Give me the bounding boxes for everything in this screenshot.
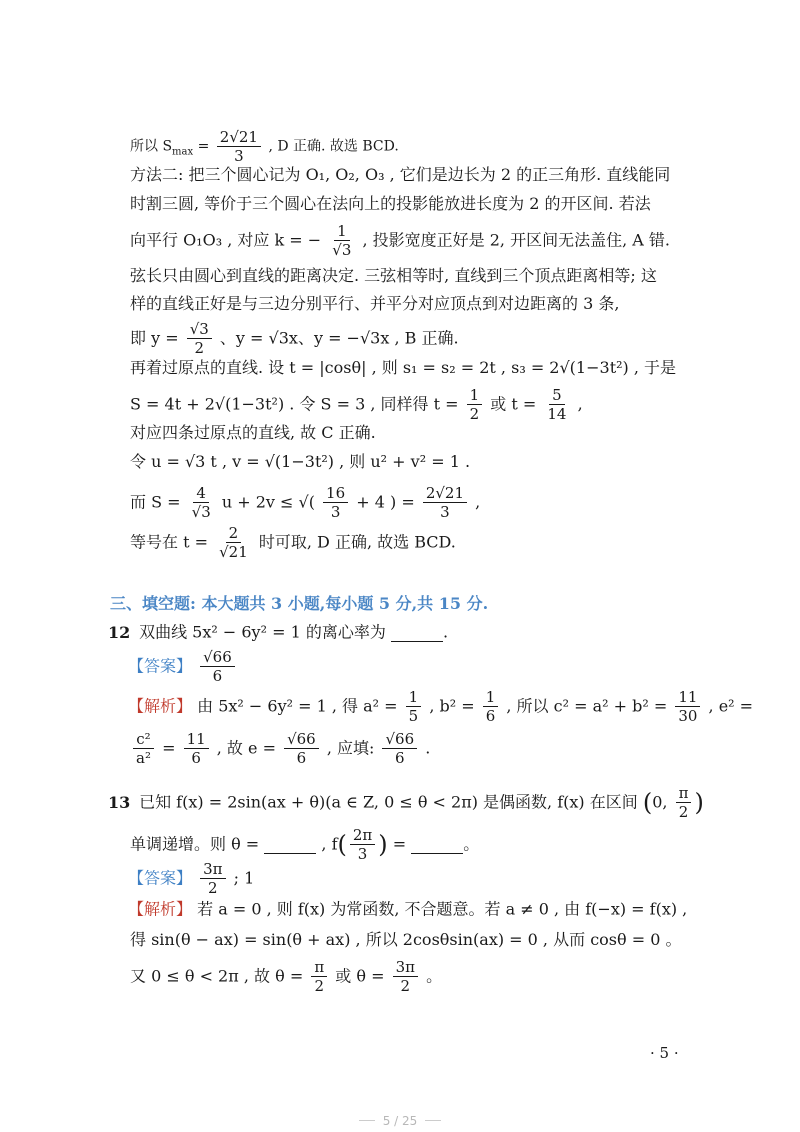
footer-dash-left: [359, 1120, 375, 1121]
denominator: 6: [212, 667, 223, 685]
denominator: 14: [547, 405, 567, 423]
fraction: [311, 958, 327, 995]
denominator: 3: [440, 503, 450, 521]
text: , f: [316, 834, 338, 854]
denominator: 2: [314, 977, 325, 995]
text: 所以 S: [130, 138, 173, 155]
answer-blank: [391, 623, 443, 642]
page-number: · 5 ·: [650, 1044, 679, 1062]
fraction: [216, 524, 251, 561]
question-text: 双曲线 5x² − 6y² = 1 的离心率为: [139, 622, 386, 642]
text: 又 0 ≤ θ < 2π , 故 θ =: [130, 966, 309, 986]
left-paren: (: [642, 788, 653, 817]
text: 由 5x² − 6y² = 1 , 得 a² =: [197, 696, 403, 716]
text: , 故 e =: [216, 738, 282, 758]
denominator: 6: [296, 749, 307, 767]
numerator: π: [311, 958, 327, 977]
text: 、y = √3x、y = −√3x , B 正确.: [219, 328, 459, 348]
footer-dash-right: [425, 1120, 441, 1121]
question-13-analysis-line-1: [0, 897, 800, 922]
numerator: 1: [334, 222, 350, 241]
fraction: [350, 826, 375, 863]
question-13-stem-line-1: [0, 784, 800, 821]
numerator: 11: [184, 730, 209, 749]
text: .: [442, 622, 449, 642]
text: , 所以 c² = a² + b² =: [506, 696, 673, 716]
solution-line-7: [0, 320, 800, 357]
numerator: 2√21: [423, 484, 467, 503]
question-12-analysis-line-1: [0, 688, 800, 725]
denominator: 2: [469, 405, 480, 423]
denominator: 30: [678, 707, 698, 725]
question-13-analysis-line-3: [0, 958, 800, 995]
solution-line-1: [0, 128, 800, 165]
text: + 4 ) =: [356, 492, 420, 512]
fraction: [187, 320, 212, 357]
page-footer: [0, 1110, 800, 1128]
text: .: [425, 738, 431, 758]
denominator: 2: [208, 879, 218, 897]
fraction: [329, 222, 354, 259]
text: 或 t =: [490, 394, 542, 414]
fraction: [217, 128, 261, 165]
fraction: [323, 484, 348, 521]
denominator: 2: [400, 977, 411, 995]
text: 而 S =: [130, 492, 186, 512]
numerator: √66: [284, 730, 319, 749]
text: ,: [577, 394, 583, 414]
page-indicator: 5 / 25: [382, 1113, 418, 1128]
fraction: [423, 484, 467, 521]
denominator: 5: [408, 707, 419, 725]
fraction: [189, 484, 214, 521]
solution-line-13: [0, 524, 800, 561]
denominator: 6: [485, 707, 496, 725]
fraction: [483, 688, 499, 725]
fraction: [544, 386, 569, 423]
text: 向平行 O₁O₃ , 对应 k = −: [130, 230, 322, 250]
fraction: [467, 386, 483, 423]
text: , D 正确. 故选 BCD.: [268, 138, 399, 155]
text: 若 a = 0 , 则 f(x) 为常函数, 不合题意。若 a ≠ 0 , 由 f(−x) = f(x) ,: [197, 899, 688, 919]
question-13-answer: [0, 860, 800, 897]
text: 即 y =: [130, 328, 184, 348]
question-number: 12: [108, 622, 131, 642]
section-title: 三、填空题: 本大题共 3 小题,每小题 5 分,共 15 分.: [110, 594, 489, 613]
numerator: 2: [226, 524, 242, 543]
numerator: 2π: [350, 826, 375, 845]
solution-line-3: 时割三圆, 等价于三个圆心在法向上的投影能放进长度为 2 的开区间. 若法: [130, 194, 651, 213]
text: 。: [426, 966, 443, 986]
right-paren: ): [378, 830, 388, 859]
text: 时可取, D 正确, 故选 BCD.: [258, 532, 456, 552]
fraction: [393, 958, 418, 995]
denominator: √3: [332, 241, 352, 259]
solution-line-4: [0, 222, 800, 259]
text: 或 θ =: [335, 966, 390, 986]
fraction: [406, 688, 422, 725]
numerator: 2√21: [217, 128, 261, 147]
denominator: 2: [678, 803, 689, 821]
text: ,: [475, 492, 481, 512]
fraction: [382, 730, 417, 767]
question-text: 已知 f(x) = 2sin(ax + θ)(a ∈ Z, 0 ≤ θ < 2π) 是偶函数, f(x) 在区间: [139, 792, 638, 812]
text: 单调递增。则 θ =: [130, 834, 260, 854]
text: 。: [463, 834, 480, 854]
fraction: [200, 648, 235, 685]
analysis-tag: 【解析】: [128, 696, 193, 716]
numerator: c²: [133, 730, 153, 749]
denominator: √21: [219, 543, 248, 561]
numerator: π: [676, 784, 692, 803]
text: S = 4t + 2√(1−3t²) . 令 S = 3 , 同样得 t =: [130, 394, 464, 414]
question-12-analysis-line-2: [0, 730, 800, 767]
denominator: 2: [194, 339, 205, 357]
numerator: √66: [200, 648, 235, 667]
question-number: 13: [108, 792, 131, 812]
solution-line-2: 方法二: 把三个圆心记为 O₁, O₂, O₃ , 它们是边长为 2 的正三角形. 直线能同: [130, 165, 671, 184]
denominator: 6: [191, 749, 201, 767]
text: =: [162, 738, 181, 758]
numerator: 4: [193, 484, 209, 503]
solution-line-12: [0, 484, 800, 521]
question-13-analysis-line-2: 得 sin(θ − ax) = sin(θ + ax) , 所以 2cosθsin(ax) = 0 , 从而 cosθ = 0 。: [130, 930, 682, 949]
denominator: a²: [136, 749, 151, 767]
subscript: max: [172, 146, 194, 158]
numerator: 16: [323, 484, 348, 503]
fraction: [675, 688, 700, 725]
numerator: 1: [406, 688, 422, 707]
fraction: [284, 730, 319, 767]
numerator: 3π: [393, 958, 418, 977]
solution-line-9: [0, 386, 800, 423]
numerator: 1: [467, 386, 483, 405]
numerator: √66: [382, 730, 417, 749]
solution-line-5: 弦长只由圆心到直线的距离决定. 三弦相等时, 直线到三个顶点距离相等; 这: [130, 266, 657, 285]
solution-line-8: 再着过原点的直线. 设 t = |cosθ| , 则 s₁ = s₂ = 2t , s₃ = 2√(1−3t²) , 于是: [130, 358, 677, 377]
solution-line-10: 对应四条过原点的直线, 故 C 正确.: [130, 423, 376, 442]
fraction: [676, 784, 692, 821]
numerator: 1: [483, 688, 499, 707]
text: =: [193, 138, 214, 155]
solution-line-6: 样的直线正好是与三边分别平行、并平分对应顶点到对边距离的 3 条,: [130, 294, 620, 313]
denominator: 3: [330, 503, 341, 521]
left-paren: (: [337, 830, 347, 859]
text: , b² =: [429, 696, 480, 716]
denominator: 3: [357, 845, 368, 863]
denominator: 6: [395, 749, 405, 767]
numerator: 5: [549, 386, 565, 405]
text: 等号在 t =: [130, 532, 214, 552]
numerator: 3π: [200, 860, 225, 879]
question-13-stem-line-2: [0, 826, 800, 863]
right-paren: ): [694, 788, 704, 817]
denominator: 3: [234, 147, 244, 165]
analysis-tag: 【解析】: [128, 899, 193, 919]
text: , 投影宽度正好是 2, 开区间无法盖住, A 错.: [362, 230, 670, 250]
question-12-answer: [0, 648, 800, 685]
text: , e² =: [708, 696, 754, 716]
fraction: [133, 730, 154, 767]
text: ; 1: [233, 868, 255, 888]
denominator: √3: [191, 503, 211, 521]
fraction: [184, 730, 209, 767]
text: u + 2v ≤ √(: [221, 492, 321, 512]
fraction: [200, 860, 225, 897]
solution-line-11: 令 u = √3 t , v = √(1−3t²) , 则 u² + v² = 1 .: [130, 452, 471, 471]
answer-tag: 【答案】: [128, 868, 193, 888]
numerator: √3: [187, 320, 212, 339]
question-12-stem: [0, 620, 800, 645]
answer-blank-1: [264, 835, 316, 854]
numerator: 11: [675, 688, 700, 707]
answer-blank-2: [411, 835, 463, 854]
text: =: [387, 834, 407, 854]
answer-tag: 【答案】: [128, 656, 193, 676]
text: 0,: [652, 792, 668, 812]
text: , 应填:: [326, 738, 380, 758]
